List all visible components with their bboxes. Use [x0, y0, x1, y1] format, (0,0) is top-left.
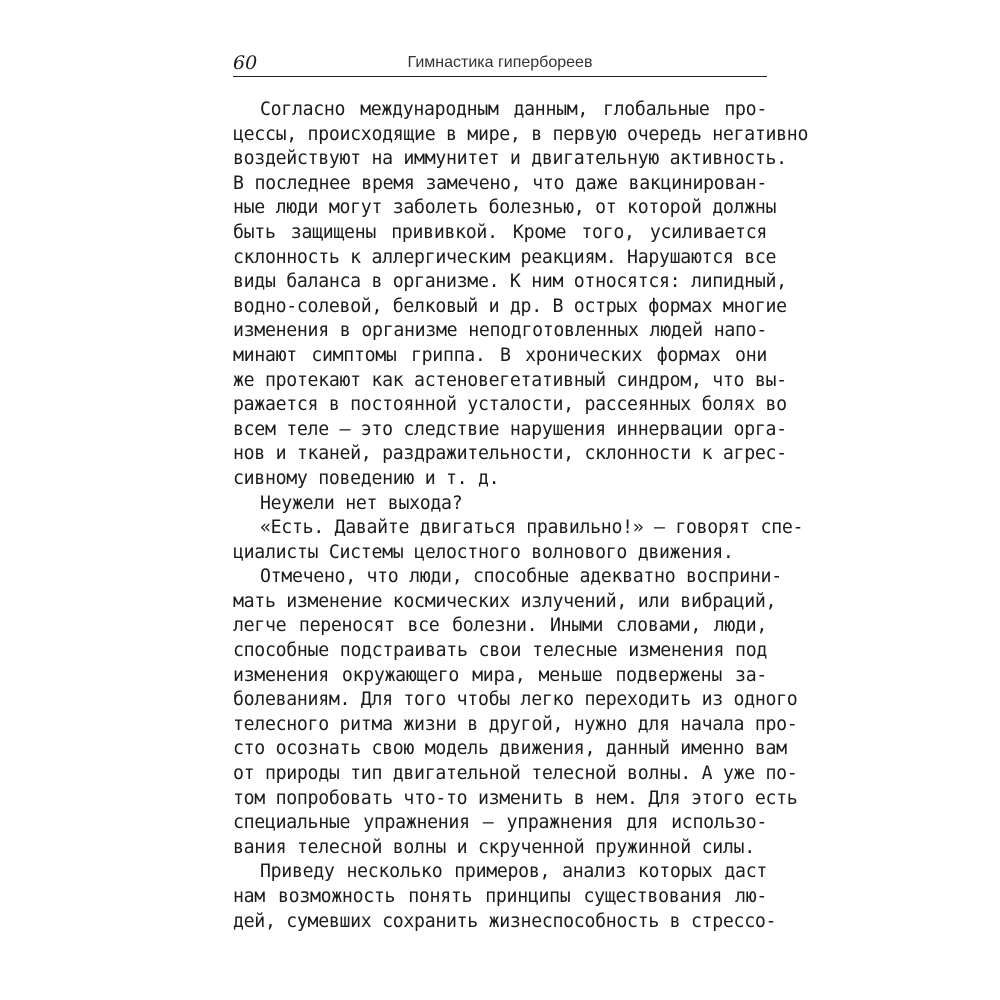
text-line: быть защищены прививкой. Кроме того, усиливается: [233, 221, 767, 243]
text-line: нам возможность понять принципы существования лю-: [233, 886, 767, 907]
body-text: [233, 98, 809, 934]
text-line: телесного ритма жизни в другой, нужно для начала про-: [233, 713, 798, 735]
text-line: вания телесной волны и скрученной пружинной силы.: [233, 836, 755, 858]
text-line: специальные упражнения — упражнения для использо-: [233, 812, 767, 834]
text-line: воздействуют на иммунитет и двигательную активность.: [233, 148, 787, 170]
text-line: болеваниям. Для того чтобы легко переходить из одного: [233, 689, 798, 711]
text-line: ные люди могут заболеть болезнью, от которой должны: [233, 197, 777, 219]
text-line: Неужели нет выхода?: [260, 492, 463, 514]
text-line: сивному поведению и т. д.: [233, 467, 500, 489]
paragraph: [233, 565, 798, 860]
text-line: ражается в постоянной усталости, рассеянных болях во: [233, 394, 787, 416]
page-number: 60: [233, 52, 258, 74]
text-line: Отмечено, что люди, способные адекватно восприни-: [260, 566, 782, 588]
text-line: склонность к аллергическим реакциям. Нарушаются все: [233, 246, 777, 268]
paragraph: [233, 98, 809, 492]
text-line: водно-солевой, белковый и др. В острых формах многие: [233, 295, 787, 317]
paragraph: [233, 860, 777, 934]
text-line: всем теле — это следствие нарушения иннервации орга-: [233, 418, 787, 440]
text-line: В последнее время замечено, что даже вакцинирован-: [233, 172, 767, 194]
paragraph: [233, 492, 767, 517]
text-line: изменения окружающего мира, меньше подвержены за-: [233, 664, 767, 686]
text-line: дей, сумевших сохранить жизнеспособность в стрессо-: [233, 910, 777, 932]
text-line: изменения в организме неподготовленных людей напо-: [233, 320, 767, 342]
text-line: минают симптомы гриппа. В хронических формах они: [233, 344, 767, 366]
text-line: легче переносят все болезни. Иными словами, люди,: [233, 615, 767, 637]
text-line: Приведу несколько примеров, анализ которых даст: [260, 861, 767, 883]
running-head: [233, 50, 767, 78]
text-line: виды баланса в организме. К ним относятся: липидный,: [233, 271, 787, 293]
text-line: «Есть. Давайте двигаться правильно!» — говорят спе-: [260, 517, 804, 539]
text-line: Согласно международным данным, глобальные про-: [260, 99, 767, 120]
text-line: способные подстраивать свои телесные изменения под: [233, 640, 767, 662]
paragraph: [233, 516, 804, 565]
running-title: Гимнастика гипербореев: [407, 54, 593, 71]
text-line: сто осознать свою модель движения, данный именно вам: [233, 738, 787, 760]
text-line: мать изменение космических излучений, или вибраций,: [233, 590, 777, 612]
text-line: от природы тип двигательной телесной волны. А уже по-: [233, 763, 798, 785]
text-line: том попробовать что-то изменить в нем. Для этого есть: [233, 787, 798, 809]
header-rule: [233, 76, 767, 77]
text-line: нов и тканей, раздражительности, склонности к агрес-: [233, 443, 787, 465]
text-line: цессы, происходящие в мире, в первую очередь негативно: [233, 123, 809, 145]
text-line: циалисты Системы целостного волнового движения.: [233, 541, 734, 563]
text-line: же протекают как астеновегетативный синдром, что вы-: [233, 369, 787, 391]
